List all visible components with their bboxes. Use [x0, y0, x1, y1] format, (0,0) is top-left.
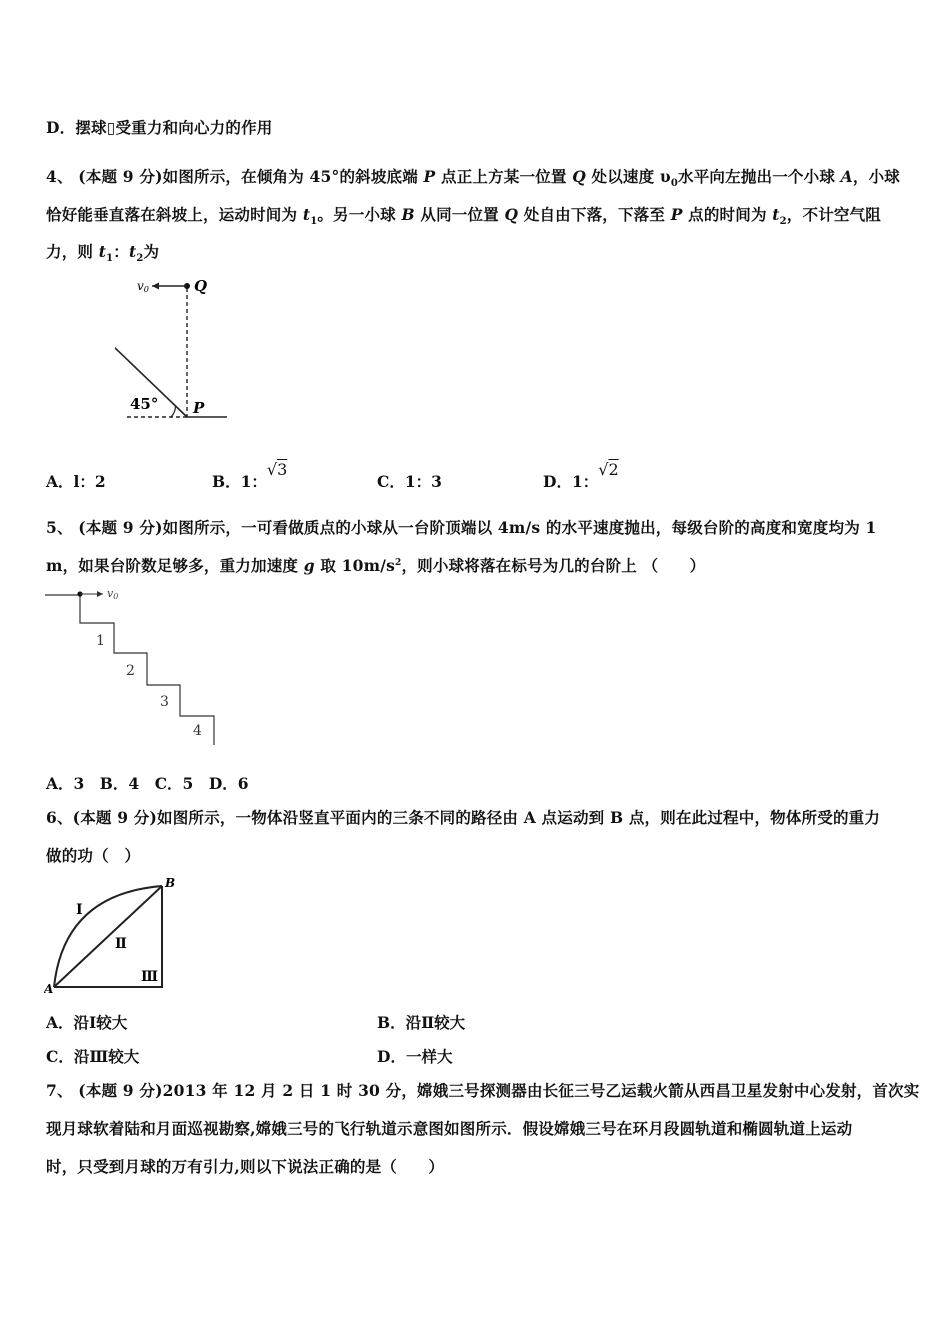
q6-stem-line2: 做的功（ ） — [46, 846, 141, 865]
q7-stem-line1: 7、 (本题 9 分)2013 年 12 月 2 日 1 时 30 分，嫦娥三号探测器由长征三号乙运载火箭从西昌卫星发射中心发射，首次实 — [46, 1081, 920, 1100]
step-label-3: 3 — [160, 694, 169, 710]
q7-stem-line2: 现月球软着陆和月面巡视勘察,嫦娥三号的飞行轨道示意图如图所示．假设嫦娥三号在环月段圆轨道和椭圆轨道上运动 — [46, 1119, 853, 1138]
path-2-label: Ⅱ — [115, 936, 127, 952]
v0-label: v0 — [137, 279, 149, 294]
q6-paths-figure — [44, 874, 184, 999]
q4-stem-line2: 恰好能垂直落在斜坡上，运动时间为 $t_1$。另一小球 B 从同一位置 Q 处自由下落，下落至 P 点的时间为 $t_2$，不计空气阻 — [46, 205, 881, 228]
arrow-head — [97, 591, 103, 597]
q4-slope-figure — [115, 270, 235, 425]
q7-stem-line3: 时，只受到月球的万有引力,则以下说法正确的是（ ） — [46, 1157, 445, 1176]
step-label-4: 4 — [193, 723, 202, 739]
q5-options: A．3 B．4 C．5 D．6 — [46, 774, 249, 793]
q5-stem-line1: 5、 (本题 9 分)如图所示，一可看做质点的小球从一台阶顶端以 4m/s 的水平速度抛出，每级台阶的高度和宽度均为 1 — [46, 518, 877, 537]
step-label-2: 2 — [126, 663, 135, 679]
q6-option-a: A．沿Ⅰ较大 — [46, 1013, 128, 1032]
q-label: Q — [194, 277, 208, 295]
q4-option-d: D．1：√2 — [543, 460, 619, 491]
angle-label: 45° — [130, 395, 159, 413]
q6-option-c: C．沿Ⅲ较大 — [46, 1047, 140, 1066]
a-label: A — [44, 982, 54, 996]
q6-stem-line1: 6、(本题 9 分)如图所示，一物体沿竖直平面内的三条不同的路径由 A 点运动到 B 点，则在此过程中，物体所受的重力 — [46, 808, 881, 827]
q6-option-b: B．沿Ⅱ较大 — [377, 1013, 466, 1032]
q4-stem-line3: 力，则 $t_1$：$t_2$为 — [46, 242, 160, 265]
q5-stairs-figure — [45, 583, 225, 748]
b-label: B — [165, 876, 176, 890]
q4-option-a: A．l：2 — [46, 472, 106, 491]
q5-stem-line2: m，如果台阶数足够多，重力加速度 g 取 $10m/s^2$，则小球将落在标号为几的台阶上 （ ） — [46, 556, 706, 575]
q4-option-c: C．1：3 — [377, 472, 442, 491]
path-3-label: Ⅲ — [141, 969, 159, 985]
path-1-label: Ⅰ — [76, 902, 83, 918]
arrow-head — [152, 283, 159, 290]
q4-stem-line1: 4、 (本题 9 分)如图所示，在倾角为 45°的斜坡底端 P 点正上方某一位置 Q 处以速度 $\upsilon_0$水平向左抛出一个小球 A，小球 — [46, 167, 900, 190]
p-label: P — [193, 399, 205, 417]
q6-option-d: D．一样大 — [377, 1047, 453, 1066]
v0-label: v0 — [107, 587, 119, 601]
sqrt-2: √2 — [598, 460, 619, 479]
q4-option-b: B．1：√3 — [212, 460, 288, 491]
angle-arc — [171, 406, 176, 417]
q3-option-d: D．摆球▯受重力和向心力的作用 — [46, 118, 273, 137]
sqrt-3: √3 — [266, 460, 288, 479]
step-label-1: 1 — [96, 633, 105, 649]
